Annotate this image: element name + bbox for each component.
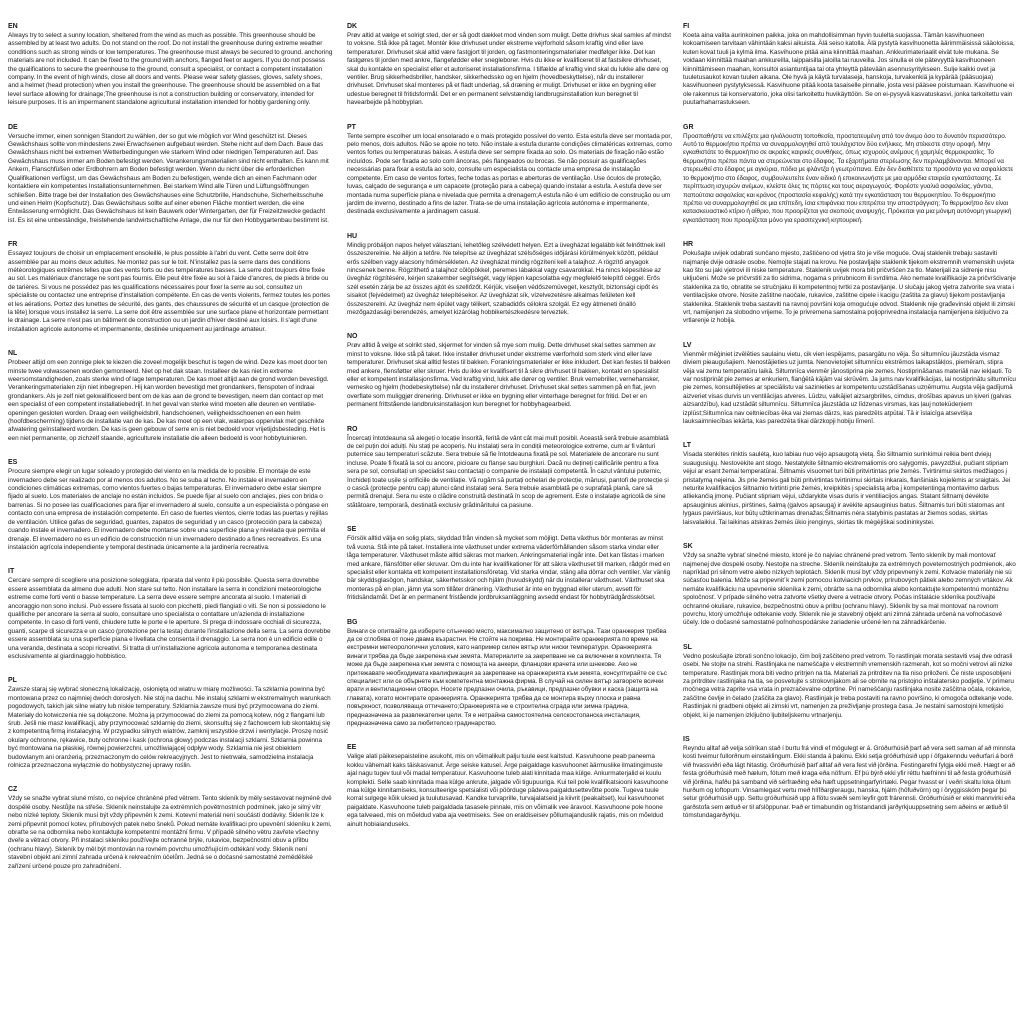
section-sk bbox=[683, 542, 1016, 628]
language-code-lt: LT bbox=[683, 442, 692, 450]
section-hr bbox=[683, 240, 1016, 326]
instruction-text-ro: Încercați întotdeauna să alegeți o locație însorită, ferită de vânt cât mai mult posibil. Această seră trebuie asamblată de cel puțin doi adulți. Nu stați pe acoperiș. Nu instalați sera în condiții meteorologice extreme, cum ar fi vânturi puternice sau temperaturi scăzute. Sera trebuie să fie întotdeauna fixată pe sol. Materialele de ancorare nu sunt incluse. Poate fi fixată la sol cu ancore, picioare cu flanșe sau burghiuri. Dacă nu dețineți calificările pentru a fixa sera pe sol, consultați un specialist sau contactați o companie de instalații competentă. În cazul vântului puternic, închideți toate ușile și orificiile de ventilație. Vă rugăm să purtați ochelari de protecție, mănuși, pantofi de protecție și o cască (protecție pentru cap) atunci când instalați sera. Sera trebuie asamblată pe o suprafață plană, care să permită drenajul. Sera nu este o clădire construită destinată în scop de agrement. Este o instalație agricolă de sine stătătoare, temporară, destinată exclusiv grădinăritului ca pasiune. bbox=[347, 434, 669, 509]
section-gr bbox=[683, 123, 1016, 225]
instruction-text-sk: Vždy sa snažte vybrať slnečné miesto, ktoré je čo najviac chránené pred vetrom. Tento skleník by mali montovať najmenej dve dospelé osoby. Nestojte na streche. Skleník neinštalujte za extrémnych poveternostných podmienok, ako napríklad pri silnom vetre alebo nízkych teplotách. Skleník musí byť vždy pripevnený k zemi. Kotvacie materiály nie sú súčasťou balenia. Môže sa pripevniť k zemi pomocou kotviacich prvkov, prírubových pätiek alebo zemných vrtákov. Ak nemáte kvalifikáciu na upevnenie skleníka k zemi, obráťte sa na odborníka alebo kontaktujte kompetentnú montážnu spoločnosť. V prípade silného vetra zatvorte všetky dvere a vetracie otvory. Počas inštalácie skleníka používajte ochranné okuliare, rukavice, bezpečnostnú obuv a prilbu (ochranu hlavy). Skleník by sa mal montovať na rovnom povrchu, ktorý umožňuje odtekanie vody. Skleník nie je stavebný objekt ani zimná záhrada určená na voľnočasové účely. Ide o dočasné samostatné poľnohospodárske zariadenie určené len na záhradkárčenie. bbox=[683, 552, 1016, 627]
language-code-ro: RO bbox=[347, 425, 358, 433]
instruction-text-is: Reyndu alltaf að velja sólríkan stað í burtu frá vindi ef mögulegt er á. Gróðurhúsið þarf að vera sett saman af að minnsta kosti tveimur fullorðnum einstaklingum. Ekki standa á þakinu. Ekki setja gróðurhúsið upp í öfgakenndu veðurfari á borð við hvassviðri eða lágt hitastig. Gróðurhúsið þarf alltaf að vera fest við jörðina. Festingarefni fylgja ekki með. Hægt er að festa gróðurhúsið með hælum, fótum með kraga eða nöfrum. Ef þú býrð ekki yfir réttu hæfninni til að festa gróðurhúsið við jörðina, hafðu þá samband við sérfræðing eða hæft uppsetningarfyrirtæki. Pegar hvasst er í veðri skaltu loka öllum hurðum og loftopum. Vinsamlegast vertu með hlífðargleraugu, hanska, hjálm (höfuðvörn) og í öryggisskóm þegar þú setur gróðurhúsið upp. Settu gróðurhúsið upp á flötu svæði sem leyfir gott frárennsli. Gróðurhúsið er ekki mannvirki eða garðstofa sem ætluð er til afslöppunar. Það er tímabundin og fristandandi jarðyrkjuuppsetning sem aðeins er ætluð til tómstundagarðyrkju. bbox=[683, 745, 1016, 820]
instruction-text-fi: Koeta aina valita aurinkoinen paikka, joka on mahdollisimman hyvin tuulelta suojassa. Tämän kasvihuoneen kokoamiseen tarvitaan vähintään kaksi aikuista. Älä seiso katolla. Älä pystytä kasvihuonetta äärimmäisissä sääoloissa, kuten kovat tuuli ja kylmä ilma. Kasvihuone pitää aina kiinnittää maahan. Ankkurimateriaalit eivät tule mukana. Se voidaan kiinnittää maahan ankkureilla, laippaisilla jaloilla tai ruuveilla. Jos sinulla ei ole pätevyyttä kasvihuoneen kiinnittämiseen maahan, konsultoi asiantuntijaa tai ota yhteyttä pätevään asennusyritykseen. Sulje kaikki ovet ja tuuletusaukot kovan tuulen aikana. Ole hyvä ja käytä turvalaseja, hanskoja, turvakenkiä ja kypärää (pääsuojaa) kasvihuoneen pystytyksessä. Kasvihuone pitää koota tasaiselle pinnalle, josta vesi pääsee poistumaan. Kasvihuone ei ole rakennus tai konservatorio, joka olisi tarkoitettu huvikäyttöön. Se on ei-pysyvä kasvatuskasvi, jonka tarkoitettu vain puutarhaharrastukseen. bbox=[683, 32, 1015, 107]
language-code-nl: NL bbox=[8, 350, 18, 358]
language-code-hu: HU bbox=[347, 232, 358, 240]
section-bg bbox=[347, 618, 672, 729]
instruction-text-se: Försök alltid välja en solig plats, skyddad från vinden så mycket som möjligt. Detta växthus bör monteras av minst två vuxna. Stå inte på taket. Installera inte växthuset under extrema väderförhållanden såsom starka vindar eller låga temperaturer. Växthuset måste alltid säkras mot marken. Ankringsmaterial ingår inte. Det kan fästas i marken med ankare, flänsfötter eller skruvar. Om du inte har kvalifikationer för att säkra växthuset till marken, rådgör med en specialist eller kontakta ett kompetent installationsföretag. Vid starka vindar, stäng alla dörrar och ventiler. Var vänlig bär skyddsglasögon, handskar, säkerhetsskor och hjälm (huvudskydd) när du installerar växthuset. Växthuset ska monteras på en plan, jämn yta som tillåter dränering. Växthuset är inte en byggnad eller uterum, avsett för fritidsändamål. Det är en permanent fristående jordbruksanläggning avsedd endast för hobbyträdgårdsskötsel. bbox=[347, 535, 671, 602]
instruction-text-pl: Zawsze staraj się wybrać słoneczną lokalizację, osłoniętą od wiatru w miarę możliwości. Ta szklarnia powinna być montowana przez co najmniej dwóch dorosłych. Nie stój na dachu. Nie instaluj szklarni w ekstremalnych warunkach pogodowych, takich jak silne wiatry lub niskie temperatury. Szklarnia zawsze musi być przymocowana do ziemi. Materiały do kotwiczenia nie są dołączone. Można ją przymocować do ziemi za pomocą kotew, nóg z flangami lub śrub. Jeśli nie masz kwalifikacji, aby przymocować szklarnię do ziemi, skonsultuj się z fachowcem lub skontaktuj się z kompetentną firmą instalacyjną. W przypadku silnych wiatrów, zamknij wszystkie drzwi i wentylacje. Proszę nosić okulary ochronne, rękawice, buty ochronne i kask (ochrona głowy) podczas instalacji szklarni. Szklarnia powinna być montowana na płaskiej, równej powierzchni, umożliwiającej odpływ wody. Szklarnia nie jest obiektem budowlanym ani oranżerią, przeznaczonym do celów rekreacyjnych. Jest to nietrwała, samodzielna instalacja rolnicza przeznaczona wyłącznie do hobbystycznej uprawy roślin. bbox=[8, 686, 331, 770]
instruction-text-cz: Vždy se snažte vybrat sluné místo, co nejvíce chráněné před větrem. Tento skleník by měly sestavovat nejméně dvě dospělé osoby. Nestůjte na střeše. Skleník neinstalujte za extrémních povětrnostních podmínek, jako je silný vítr nebo nízké teploty. Skleník musí být vždy připevněn k zemi. Kotevní materiál není součástí dodávky. Skleník lze k zemi připevnit pomocí kotev, přírubových patek nebo šneků. Pokud nemáte kvalifikaci pro upevnění skleníku k zemi, obraťte se na odborníka nebo kontaktujte kompetentní montážní firmu. V případě silného větru zavřete všechny dveře a větrací otvory. Při instalaci skleníku používejte ochranné brýle, rukavice, bezpečnostní obuv a přilbu (ochranu hlavy). Skleník by měl být montován na rovném povrchu umožňujícím odtékání vody. Skleník není stavební objekt ani zimní zahrada určená k rekreačním účelům. Jedná se o dočasné samostatné zemědělské zařízení určené pouze pro zahradničení. bbox=[8, 795, 332, 870]
language-code-fr: FR bbox=[8, 241, 18, 249]
section-sl bbox=[683, 643, 1016, 720]
language-code-pl: PL bbox=[8, 677, 17, 685]
language-code-sl: SL bbox=[683, 643, 692, 651]
language-code-lv: LV bbox=[683, 341, 692, 349]
section-no bbox=[347, 332, 672, 409]
language-code-en: EN bbox=[8, 23, 18, 30]
instruction-text-gr: Προσπαθήστε να επιλέξετε μια ηλιόλουστη τοποθεσία, προστατευμένη από τον άνεμο όσο το δυνατόν περισσότερο. Αυτό το θερμοκήπιο πρέπει να συναρμολογηθεί από τουλάχιστον δύο ενήλικες. Μη στέκεστε στην οροφή. Μην εγκαθιστάτε το θερμοκήπιο σε ακραίες καιρικές συνθήκες, όπως ισχυρούς ανέμους ή χαμηλές θερμοκρασίες. Το θερμοκήπιο πρέπει πάντα να στερεώνεται στο έδαφος. Τα εξαρτήματα στερέωσης δεν περιλαμβάνονται. Μπορεί να στερεωθεί στο έδαφος με αγκύρια, πόδια με φλάντζα ή γεωτρύπανα. Εάν δεν διαθέτετε τα προσόντα για να ασφαλίσετε το θερμοκήπιο στο έδαφος, συμβουλευτείτε έναν ειδικό ή επικοινωνήστε με μια αρμόδια εταιρεία εγκατάστασης. Σε περίπτωση ισχυρών ανέμων, κλείστε όλες τις πόρτες και τους αεραγωγούς. Φορέστε γυαλιά ασφαλείας, γάντια, παπούτσια ασφαλείας και κράνος (προστασία κεφαλής) κατά την εγκατάσταση του θερμοκηπίου. Το θερμοκήπιο πρέπει να συναρμολογηθεί σε μια επίπεδη, ίσια επιφάνεια που επιτρέπει την αποστράγγιση; Το θερμοκήπιο δεν είναι κατασκευαστικό κτίριο ή αίθριο, που προορίζεται για σκοπούς αναψυχής. Πρόκειται για μια μόνιμη αυτόνομη γεωργική εγκατάσταση που προορίζεται μόνο για ερασιτεχνική κηπουρική. bbox=[683, 132, 1014, 224]
instruction-text-sl: Vedno poskušajte izbrati sončno lokacijo, čim bolj zaščiteno pred vetrom. To rastlinjak morata sestaviti vsaj dve odrasli osebi. Ne stojte na strehi. Rastlinjaka ne nameščajte v ekstremnih vremenskih razmerah, kot so močni vetrovi ali nizke temperature. Rastlinjak mora biti vedno pritrjen na tla. Materiali za pritrditev na tla niso priloženi. Če niste usposobljeni za pritrditev rastlinjaka na tla, se posvetujte s strokovnjakom ali se obrnite na pristojno inštalatersko podjetje. V primeru močnega vetra zaprite vsa vrata in prezračevalne odprtine. Pri nameščanju rastlinjaka nosite zaščitna očala, rokavice, zaščitne čevlje in čelado (zaščita za glavo). Rastlinjak je treba postaviti na ravno površino, ki omogoča odtekanje vode. Rastlinjak ni gradbeni objekt ali zimski vrt, namenjen za preživljanje prostega časa. Je nestalni samostojni kmetijski objekt, ki je namenjen izključno ljubiteljskemu vrtnarjenju. bbox=[683, 652, 1014, 719]
instruction-text-de: Versuche immer, einen sonnigen Standort zu wählen, der so gut wie möglich vor Wind geschützt ist. Dieses Gewächshaus sollte von mindestens zwei Erwachsenen aufgebaut werden. Stehe nicht auf dem Dach. Baue das Gewächshaus nicht bei extremen Wetterbedingungen wie starkem Wind oder niedrigen Temperaturen auf. Das Gewächshaus muss immer am Boden befestigt werden. Verankerungsmaterialien sind nicht enthalten. Es kann mit Ankern, Flanschfüßen oder Erdbohrern am Boden befestigt werden. Wenn du nicht über die erforderlichen Qualifikationen verfügst, um das Gewächshaus am Boden zu befestigen, wende dich an einen Fachmann oder kontaktiere ein kompetentes Installationsunternehmen. Bei starkem Wind alle Türen und Lüftungsöffnungen schließen. Bitte trage bei der Installation des Gewächshauses eine Schutzbrille, Handschuhe, Sicherheitsschuhe und einen Helm (Kopfschutz). Das Gewächshaus sollte auf einer ebenen Fläche montiert werden, die eine Entwässerung ermöglicht. Das Gewächshaus ist kein Bauwerk oder Wintergarten, der für Freizeitzwecke gedacht ist. Es ist eine unbeständige, freistehende landwirtschaftliche Anlage, die nur für den Hobbygartenbau bestimmt ist. bbox=[8, 132, 329, 224]
instruction-text-dk: Prøv altid at vælge et solrigt sted, der er så godt dækket mod vinden som muligt. Dette drivhus skal samles af mindst to voksne. Stå ikke på taget. Montér ikke drivhuset under ekstreme vejrforhold såsom kraftig vind eller lave temperaturer. Drivhuset skal altid være fastgjort til jorden, og fastmonteringsmaterialer medfølger ikke. Det kan fastgøres til jorden med ankre, flangefødder eller snegleborer. Hvis du ikke er kvalificeret til at fastsikre drivhuset, skal du kontakte en specialist eller et autoriseret installationsfirma. I tilfælde af kraftig vind skal du lukke alle døre og ventiler. Brug sikkerhedsbriller, handsker, sikkerhedssko og en hjelm (hovedbeskyttelse), når du installerer drivhuset. Drivhuset skal monteres på et fladt underlag, så dræning er muligt. Drivhuset er ikke en bygning eller udestue beregnet til fritidsformål. Det er en permanent selvstændig landbrugsinstallation kun beregnet til havearbejde på hobbyplan. bbox=[347, 32, 672, 107]
column-middle bbox=[347, 22, 672, 844]
section-pl bbox=[8, 676, 333, 770]
section-es bbox=[8, 458, 333, 552]
language-code-fi: FI bbox=[683, 23, 690, 30]
language-code-bg: BG bbox=[347, 618, 358, 626]
language-code-gr: GR bbox=[683, 123, 694, 131]
language-code-sk: SK bbox=[683, 543, 693, 551]
instruction-text-ee: Valige alati päikesepaisteline asukoht, mis on võimalikult palju tuule eest kaitstud. Kasvuhoone peab paneema kokku vähemalt kaks täiskasvanut. Ärge seiske katusel. Ärge paigaldage kasvuhoonet äärmuslike ilmatingimuste ajal nagu tugev tuul või madal temperatuur. Kasvuhoone tuleb alati kinnitada maa külge. Ankurmaterjalid ei kuulu komplekti. Selle saab kinnitada maa külge ankrute, jalgade või tigupuuriga. Kui teil pole kvalifikatsiooni kasvuhoone maa külge kinnitamiseks, konsulteerige spetsialisti või pöörduge pädeva paigaldusettevõtte poole. Tugeva tuule korral sulgege kõik uksed ja tuulutusavad. Kandke turvaprille, turvajalatseid ja kiivrit (peakaitset), kui kasvuhoonet paigaldate. Kasvuhoone tuleb paigaldada tasasele pinnale, mis on võimalik vee äravool. Kasvuhoone pole hoone ega talveaed, mis on mõeldud vaba aja veetmiseks. See on eraldiseisev põllumajanduslik rajatis, mis on mõeldud ainult hobiaianduseks. bbox=[347, 753, 669, 828]
instruction-text-hu: Mindig próbáljon napos helyet választani, lehetőleg szélvédett helyen. Ezt a üvegházat legalább két felnőttnek kell összeszerelnie. Ne álljon a tetőre. Ne telepítse az üvegházat szélsőséges időjárási körülmények között, például erős szélben vagy alacsony hőmérsékleten. Az üvegházat mindig rögzíteni kell a talajhoz. A rögzítő anyagok nincsenek benne. Rögzíthető a talajhoz cölöpökkel, peremes lábakkal vagy csavarokkal. Ha nincs képesítése az üvegház rögzítésére, kérjen szakember segítségét, vagy lépjen kapcsolatba egy megfelelő telepítő céggel. Erős szél esetén zárja be az összes ajtót és szellőzőt. Kérjük, viseljen védőszemüveget, kesztyűt, biztonsági cipőt és sisakot (fejvédelmet) az üvegház telepítésekor. Az üvegházat sík, vízelvezetésre alkalmas felületen kell összeszerelni. Az üvegház nem épület vagy télikert, szabadidős célokra szolgál. Ez egy átmeneti önálló mezőgazdasági berendezés, amelyet kizárólag hobbikertészkedésre terveztek. bbox=[347, 241, 666, 316]
section-fi bbox=[683, 22, 1016, 108]
instruction-text-hr: Pokušajte uvijek odabrati sunčano mjesto, zaštićeno od vjetra što je više moguće. Ovaj staklenik trebaju sastaviti najmanje dvije odrasle osobe. Nemojte stajati na krovu. Ne postavljajte staklenik tijekom ekstremnih vremenskih uvjeta kao što su jaki vjetrovi ili niske temperature. Staklenik uvijek mora biti pričvršćen za tlo. Materijali za sidrenje nisu uključeni. Može se pričvrstiti za tlo sidrima, nogama s prirubnicom ili svrdlima. Ako nemate kvalifikacije za pričvršćivanje staklenika za tlo, obratite se stručnjaku ili kompetentnoj tvrtki za postavljanje. U slučaju jakog vjetra zatvorite sva vrata i ventilacijske otvore. Nosite zaštitne naočale, rukavice, zaštitne cipele i kacigu (zaštita za glavu) tijekom postavljanja staklenika. Staklenik treba sastaviti na ravnoj površini koja omogućuje odvod. Staklenik nije građevinski objekt ili zimski vrt, namijenjen za slobodno vrijeme. To je privremena samostalna poljoprivredna instalacija namijenjena isključivo za vrtlarenje iz hobija. bbox=[683, 250, 1016, 325]
language-code-pt: PT bbox=[347, 123, 356, 131]
section-it bbox=[8, 567, 333, 661]
section-lt bbox=[683, 441, 1016, 527]
section-se bbox=[347, 525, 672, 602]
language-code-ee: EE bbox=[347, 744, 357, 752]
section-is bbox=[683, 735, 1016, 821]
language-code-it: IT bbox=[8, 568, 15, 576]
language-code-de: DE bbox=[8, 123, 18, 131]
instruction-text-pt: Tente sempre escolher um local ensolarado e o mais protegido possível do vento. Esta estufa deve ser montada por, pelo menos, dois adultos. Não se apoie no teto. Não instale a estufa durante condições climatéricas extremas, como ventos fortes ou temperaturas baixas. A estufa deve ser sempre fixada ao solo. Os materiais de fixação não estão incluídos. Pode ser fixada ao solo com âncoras, pés flangeados ou brocas. Se não possuir as qualificações necessárias para fixar a estufa ao solo, consulte um especialista ou contacte uma empresa de instalação competente. Em caso de ventos fortes, feche todas as portas e aberturas de ventilação. Use óculos de proteção, luvas, calçado de segurança e um capacete (proteção para a cabeça) quando instalar a estufa. A estufa deve ser montada numa superfície plana e nivelada que permita a drenagem;A estufa não é um edifício de construção ou um jardim de inverno, destinado a fins de lazer. Trata-se de uma instalação agrícola autónoma e impermanente, destinada exclusivamente a jardinagem casual. bbox=[347, 132, 672, 216]
section-lv bbox=[683, 341, 1016, 427]
language-code-is: IS bbox=[683, 736, 690, 743]
section-dk bbox=[347, 22, 672, 108]
instruction-text-en: Always try to select a sunny location, sheltered from the wind as much as possible. This greenhouse should be assembled by at least two adults. Do not stand on the roof. Do not install the greenhouse during extreme weather conditions such as strong winds or low temperatures. The greenhouse must always be secured to ground. anchoring materials are not included. It can be fixed to the ground with anchors, flanged feet or augers. If you do not possess the qualifications to secure the greenhouse to the ground, consult a specialist, or contact a competent installation company. In the event of high winds, close all doors and vents. Please wear safety glasses, gloves, safety shoes, and a helmet (head protection) when you install the greenhouse. The greenhouse should be assembled on a flat level surface allowing for drainage;The greenhouse is not a construction building or conservatory, intended for leisure purposes. It is an impermanent standalone agricultural installation intended for hobby gardening only. bbox=[8, 32, 333, 107]
column-left bbox=[8, 22, 333, 886]
language-code-se: SE bbox=[347, 526, 357, 534]
section-ro bbox=[347, 425, 672, 511]
instruction-text-no: Prøv alltid å velge et solrikt sted, skjermet for vinden så mye som mulig. Dette drivhuset skal settes sammen av minst to voksne. Ikke stå på taket. Ikke installer drivhuset under ekstreme værforhold som sterk vind eller lave temperaturer. Drivhuset skal alltid festes til bakken. Forankringsmaterialer er ikke inkludert. Det kan festes til bakken med ankere, flensføtter eller skruer. Hvis du ikke er kvalifisert til å sikre drivhuset til bakken, kontakt en spesialist eller et kompetent installasjonsfirma. Ved kraftig vind, lukk alle dører og ventiler. Bruk vernebriller, vernehansker, vernesko og hjelm (hodebeskyttelse) når du installerer drivhuset. Drivhuset skal settes sammen på en flat, jevn overflate som muliggjør drenering. Drivhuset er ikke en bygning eller vinterhage beregnet for fritid. Det er en permanent frittstående landbruksinstallasjon kun beregnet for hobbyhagearbeid. bbox=[347, 342, 671, 409]
section-fr bbox=[8, 240, 333, 334]
section-hu bbox=[347, 232, 672, 318]
section-ee bbox=[347, 743, 672, 829]
instruction-text-es: Procure siempre elegir un lugar soleado y protegido del viento en la medida de lo posible. El montaje de este invernadero debe ser realizado por al menos dos adultos. No se suba al techo. No instale el invernadero en condiciones climáticas extremas, como vientos fuertes o bajas temperaturas. El invernadero debe estar siempre fijado al suelo. Los materiales de anclaje no están incluidos. Se puede fijar al suelo con anclajes, pies con brida o barrenas. Si no posee las cualificaciones para fijar el invernadero al suelo, consulte a un especialista o póngase en contacto con una empresa de instalación competente. En caso de fuertes vientos, cierre todas las puertas y rejillas de ventilación. Utilice gafas de seguridad, guantes, zapatos de seguridad y un casco (protección para la cabeza) cuando instale el invernadero. El invernadero debe montarse sobre una superficie plana y nivelada que permita el drenaje. El invernadero no es un edificio de construcción ni un invernadero destinado a fines recreativos. Es una instalación agrícola independiente y temporal destinada únicamente a la jardinería recreativa. bbox=[8, 468, 329, 551]
instruction-text-bg: Винаги се опитвайте да изберете слънчево място, максимално защитено от вятъра. Тази оранжерия трябва да се сглобява от поне двама възрастни. Не стойте на покрива. Не монтирайте оранжерията по време на екстремни метеорологични условия, като например силен вятър или ниски температури. Оранжерията винаги трябва да бъде закрепена към земята. Материалите за закрепване не са включени в комплекта. Тя може да бъде закрепена към земята с помощта на анкери, фланцови крачета или шнекове. Ако не притежавате необходимата квалификация за закрепване на оранжерията към земята, консултирайте се със специалист или се обърнете към компетентна монтажна фирма. В случай на силен вятър затворете всички врати и вентилационни отвори. Носете предпазни очила, ръкавици, предпазни обувки и каска (защита на главата), когато монтирате оранжерията. Оранжерията трябва да се монтира върху плоска и равна повърхност, позволяваща оттичането;Оранжерията не е строителна сграда или зимна градина, предназначена за развлекателни цели. Тя е нетрайна самостоятелна селскостопанска инсталация, предназначена само за любителско градинарство. bbox=[347, 627, 667, 727]
column-right bbox=[683, 22, 1016, 836]
section-nl bbox=[8, 349, 333, 443]
instruction-text-nl: Probeer altijd om een zonnige plek te kiezen die zoveel mogelijk beschut is tegen de wind. Deze kas moet door ten minste twee volwassenen worden gemonteerd. Niet op het dak staan. Installeer de kas niet in extreme weersomstandigheden, zoals sterke wind of lage temperaturen. De kas moet altijd aan de grond worden bevestigd. Verankeringsmaterialen zijn niet inbegrepen. Hij kan worden bevestigd met grondankers, flenspoten of indraai grondankers. Als je zelf niet gekwalificeerd bent om de kas aan de grond te bevestigen, neem dan contact op met een specialist of een competent installatiebedrijf. In het geval van sterke wind moeten alle deuren en ventilatie-openingen gesloten worden. Draag een veiligheidsbril, handschoenen, veiligheidsschoenen en een helm (hoofdbescherming) tijdens de installatie van de kas. De kas moet op een vlak, waterpas oppervlak met geschikte afwatering geïnstalleerd worden. De kas is geen gebouw of serre en is niet bedoeld voor vrijetijdsbesteding. Het is een niet permanente, op zichzelf staande, agriculturele installatie die alleen bedoeld is voor hobbytuinieren. bbox=[8, 359, 329, 442]
instruction-text-lv: Vienmēr mēģiniet izvēlēties saulainu vietu, cik vien iespējams, pasargātu no vēja. Šo siltumnīcu jāuzstāda vismaz diviem pieaugušajiem. Nenostājieties uz jumta. Nenovietojiet siltumnīcu ekstrēmos laikapstākļos, piemēram, stipra vēja vai zemu temperatūru laikā. Siltumnīca vienmēr jānostiprina pie zemes. Nostiprināšanas materiāli nav iekļauti. To var nostiprināt pie zemes ar enkuriem, flanģētā kājām vai skrūvēm. Ja jums nav kvalifikācijas, lai nostiprinātu siltumnīcu pie zemes, konsultējieties ar speciālistu vai sazinieties ar kompetentu uzstādīšanas uzņēmumu. Augsta vēja gadījumā aizveriet visas durvis un ventilācijas atveres. Lūdzu, valkājiet aizsargbrilles, cimdus, drošības apavus un ķiveri (galvas aizsardzību), kad uzstādāt siltumnīcu. Siltumnīca jāuzstāda uz līdzenas virsmas, kas ļauj notekūdeņiem izplūst;Siltumnīca nav celtniecības ēka vai ziemas dārzs, kas paredzēts atpūtai. Tā ir īslaicīga atsevišķa lauksaimniecības iekārta, kas paredzēta tikai dārzkopji hobiju līmenī. bbox=[683, 350, 1016, 426]
language-code-hr: HR bbox=[683, 241, 694, 249]
instruction-text-lt: Visada stenkites rinktis saulėtą, kuo labiau nuo vėjo apsaugotą vietą. Šio šiltnamio surinkimui reikia bent dviejų suaugusiųjų. Nestovėkite ant stogo. Nestatykite šiltnamio ekstremaliomis oro sąlygomis, pavyzdžiui, pučiant stipriam vėjui ar esant žemai temperatūrai. Šiltnamis visuomet turi būti pritvirtintas prie žemės. Tvirtinimui skirtos medžiagos į pristatymą neįeina. Jis prie žemės gali būti pritvirtintas tvirtinimui skirtais inkarais, flanšiniais kojelėmis ar sraigtais. Jei neturite kvalifikacijos šiltnamio tvirtinti prie žemės, kreipkitės į specialistą arba į kompetentingą montavimo darbus atliekančią įmonę. Pučiant stipriam vėjui, uždarykite visas duris ir ventiliacijos angas. Statant šiltnamį dėvėkite apsauginius akinius, pirštines, šalmą (galvos apsaugą) ir avėkite apsauginius batus. Šiltnamis turi būti statomas ant lygaus paviršiaus, kur būtų užtikrinamas drenažas;Šiltnamis nėra statybinis pastatas ar žiemos sodas, skirtas laisvalaikiui. Tai laikinas atskiras žemės ūkio įrenginys, skirtas tik mėgėjiškai sodininkystei. bbox=[683, 451, 1011, 526]
instruction-text-fr: Essayez toujours de choisir un emplacement ensoleillé, le plus possible à l'abri du vent. Cette serre doit être assemblée par au moins deux adultes. Ne montez pas sur le toit. N'installez pas la serre dans des conditions météorologiques extrêmes telles que des vents forts ou des températures basses. La serre doit toujours être fixée au sol. Les matériaux d'ancrage ne sont pas fournis. Elle peut être fixée au sol à l'aide d'ancres, de pieds à bride ou de tarières. Si vous ne possédez pas les qualifications nécessaires pour fixer la serre au sol, consultez un spécialiste ou contactez une entreprise d'installation compétente. En cas de vents violents, fermez toutes les portes et les aérations. Portez des lunettes de sécurité, des gants, des chaussures de sécurité et un casque (protection de la tête) lorsque vous installez la serre. La serre doit être assemblée sur une surface plane et horizontale permettant le drainage. La serre n'est pas un bâtiment de construction ou un jardin d'hiver destiné aux loisirs. Il s'agit d'une installation agricole autonome et impermanente, destinée uniquement au jardinage amateur. bbox=[8, 250, 331, 333]
section-de bbox=[8, 123, 333, 225]
instruction-text-it: Cercare sempre di scegliere una posizione soleggiata, riparata dal vento il più possibile. Questa serra dovrebbe essere assemblata da almeno due adulti. Non stare sul tetto. Non installare la serra in condizioni meteorologiche estreme come forti venti o basse temperature. La serra deve essere sempre ancorata al suolo. I materiali di ancoraggio non sono inclusi. Può essere fissata al suolo con picchetti, piedi flangiati o viti. Se non si possiedono le qualifiche per ancorare la serra al suolo, consultare uno specialista o contattare un'azienda di installazione competente. In caso di forti venti, chiudere tutte le porte e le aperture. Si prega di indossare occhiali di sicurezza, guanti, scarpe di sicurezza e un casco (protezione per la testa) durante l'installazione della serra. La serra dovrebbe essere assemblata su una superficie piana e livellata che consenta il drenaggio. La serra non è un edificio edile o una veranda, destinata a scopi ricreativi. Si tratta di un'installazione agricola autonoma e temporanea destinata esclusivamente al giardinaggio hobbistico. bbox=[8, 577, 331, 660]
language-code-es: ES bbox=[8, 459, 18, 467]
section-pt bbox=[347, 123, 672, 217]
language-code-dk: DK bbox=[347, 23, 358, 30]
language-code-cz: CZ bbox=[8, 786, 18, 794]
section-cz bbox=[8, 785, 333, 871]
language-code-no: NO bbox=[347, 333, 358, 341]
section-en bbox=[8, 22, 333, 108]
